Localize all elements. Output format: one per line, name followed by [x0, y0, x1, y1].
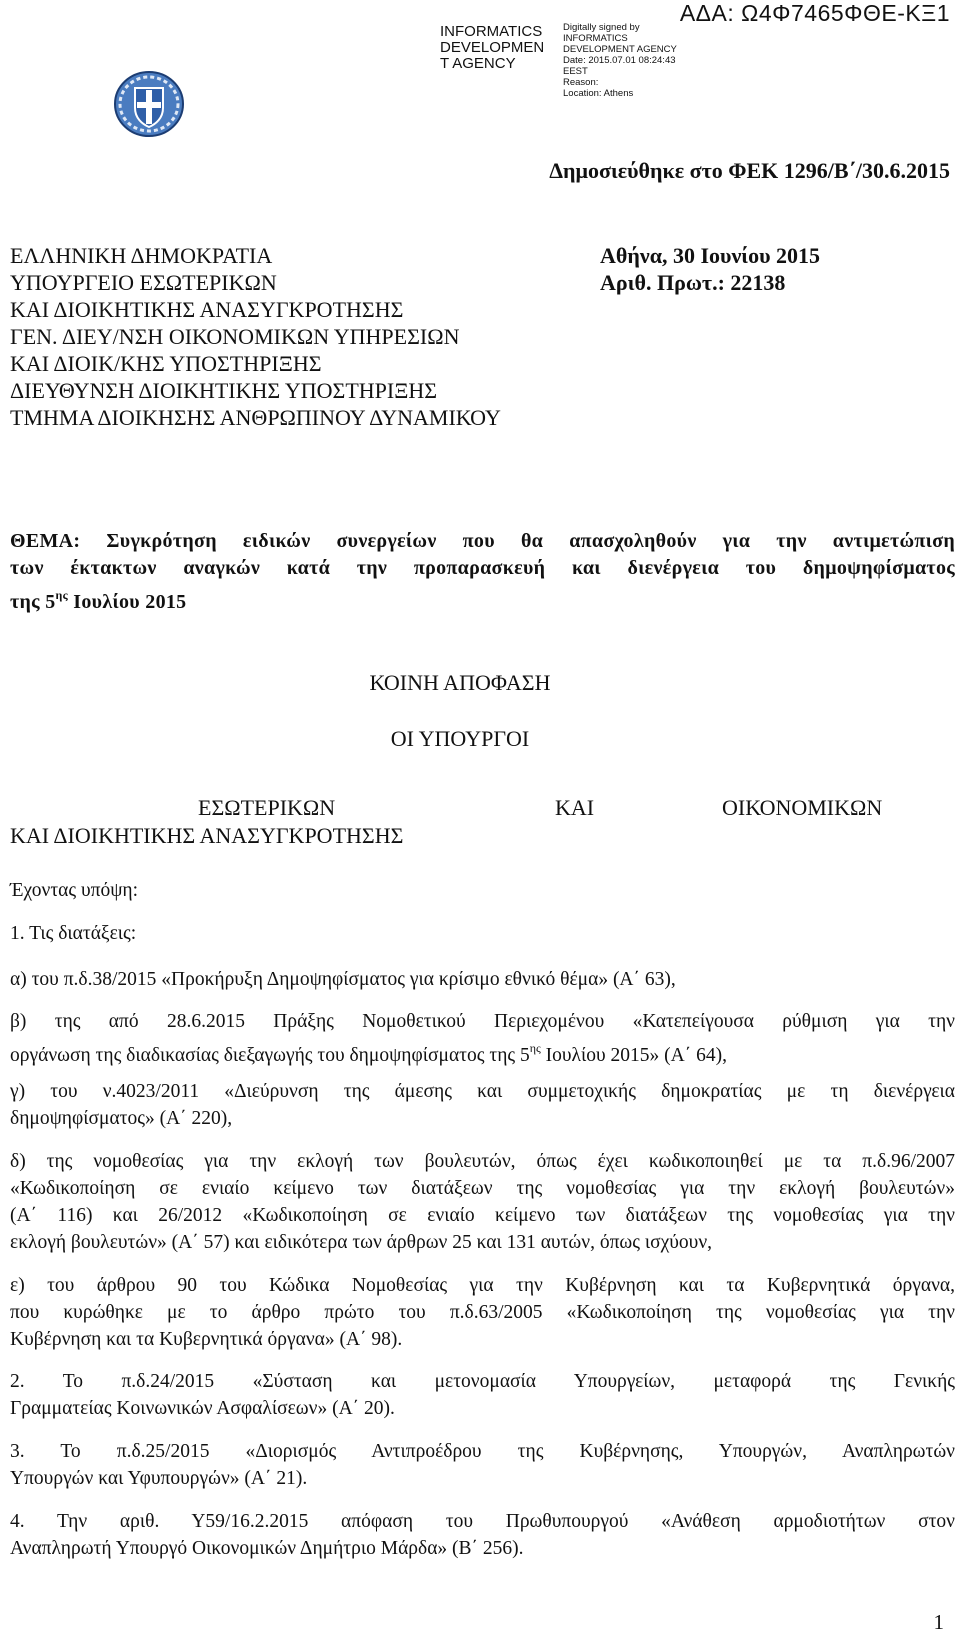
header-line: ΕΛΛΗΝΙΚΗ ΔΗΜΟΚΡΑΤΙΑ: [10, 243, 273, 268]
header-line: ΔΙΕΥΘΥΝΣΗ ΔΙΟΙΚΗΤΙΚΗΣ ΥΠΟΣΤΗΡΙΞΗΣ: [10, 378, 438, 403]
header-line: ΓΕΝ. ΔΙΕΥ/ΝΣΗ ΟΙΚΟΝΟΜΙΚΩΝ ΥΠΗΡΕΣΙΩΝ: [10, 324, 460, 349]
item-a: α) του π.δ.38/2015 «Προκήρυξη Δημοψηφίσματος για κρίσιμο εθνικό θέμα» (Α΄ 63),: [10, 969, 676, 990]
paragraph-4: 4. Την αριθ. Υ59/16.2.2015 απόφαση του Πρωθυπουργού «Ανάθεση αρμοδιοτήτων στον Αναπληρωτή Υπουργό Οικονομικών Δημήτριο Μάρδα» (Β΄ 256).: [10, 1511, 955, 1559]
item-c: γ) του ν.4023/2011 «Διεύρυνση της άμεσης και συμμετοχικής δημοκρατίας με τη διενέργεια δημοψηφίσματος» (Α΄ 220),: [10, 1081, 955, 1129]
header-line: ΤΜΗΜΑ ΔΙΟΙΚΗΣΗΣ ΑΝΘΡΩΠΙΝΟΥ ΔΥΝΑΜΙΚΟΥ: [10, 405, 501, 430]
paragraph-3: 3. Το π.δ.25/2015 «Διορισμός Αντιπροέδρου της Κυβέρνησης, Υπουργών, Αναπληρωτών Υπουργών και Υφυπουργών» (Α΄ 21).: [10, 1441, 955, 1489]
published-note: Δημοσιεύθηκε στο ΦΕΚ 1296/Β΄/30.6.2015: [549, 158, 950, 183]
ministers-title: ΟΙ ΥΠΟΥΡΓΟΙ: [390, 726, 530, 751]
signature-agency: INFORMATICS DEVELOPMEN T AGENCY: [440, 23, 545, 72]
considering-label: Έχοντας υπόψη:: [10, 880, 139, 901]
item-b: β) της από 28.6.2015 Πράξης Νομοθετικού Περιεχομένου «Κατεπείγουσα ρύθμιση για την οργάνωση της διαδικασίας διεξαγωγής του δημοψηφίσματος της $5^{\eta\varsigma}$ Ιουλίου 2015» (Α΄ 64),: [10, 1011, 955, 1066]
page-number: 1: [933, 1610, 944, 1634]
item-e: ε) του άρθρου 90 του Κώδικα Νομοθεσίας για την Κυβέρνηση και τα Κυβερνητικά όργανα, που κυρώθηκε με το άρθρο πρώτο του π.δ.63/2005 «Κωδικοποίηση της νομοθεσίας για την Κυβέρνηση και τα Κυβερνητικά όργανα» (Α΄ 98).: [10, 1275, 955, 1350]
signature-details: Digitally signed by INFORMATICS DEVELOPMENT AGENCY Date: 2015.07.01 08:24:43 EEST Reason: Location: Athens: [563, 22, 677, 99]
ministry-finance: ΟΙΚΟΝΟΜΙΚΩΝ: [722, 795, 883, 820]
issuer-header: [10, 242, 501, 431]
joint-decision-title: ΚΟΙΝΗ ΑΠΟΦΑΣΗ: [369, 670, 551, 695]
date-protocol-block: [600, 242, 820, 296]
header-line: ΚΑΙ ΔΙΟΙΚ/ΚΗΣ ΥΠΟΣΤΗΡΙΞΗΣ: [10, 351, 322, 376]
header-line: ΚΑΙ ΔΙΟΙΚΗΤΙΚΗΣ ΑΝΑΣΥΓΚΡΟΤΗΣΗΣ: [10, 297, 404, 322]
coat-of-arms-icon: [113, 70, 185, 138]
provisions-label: 1. Τις διατάξεις:: [10, 923, 137, 944]
protocol-number: Αριθ. Πρωτ.: 22138: [600, 270, 786, 295]
ministry-interior: ΕΣΩΤΕΡΙΚΩΝ: [198, 795, 336, 820]
subject: ΘΕΜΑ: Συγκρότηση ειδικών συνεργείων που θα απασχοληθούν για την αντιμετώπιση των έκτακτων αναγκών κατά την προπαρασκευή και διενέργεια του δημοψηφίσματος της $5^{\eta\varsigma}$ Ιουλίου 2015: [10, 530, 955, 613]
ministry-reconstruction: ΚΑΙ ΔΙΟΙΚΗΤΙΚΗΣ ΑΝΑΣΥΓΚΡΟΤΗΣΗΣ: [10, 823, 404, 848]
ada-code: ΑΔΑ: Ω4Φ7465ΦΘΕ-ΚΞ1: [679, 0, 950, 26]
item-d: δ) της νομοθεσίας για την εκλογή των βουλευτών, όπως έχει κωδικοποιηθεί με τα π.δ.96/2007 «Κωδικοποίηση σε ενιαίο κείμενο των διατάξεων της νομοθεσίας για την εκλογή βουλευτών» (Α΄ 116) και 26/2012 «Κωδικοποίηση σε ενιαίο κείμενο των διατάξεων της νομοθεσίας για την εκλογή βουλευτών» (Α΄ 57) και ειδικότερα των άρθρων 25 και 131 αυτών, όπως ισχύουν,: [10, 1151, 955, 1253]
place-date: Αθήνα, 30 Ιουνίου 2015: [600, 243, 821, 268]
paragraph-2: 2. Το π.δ.24/2015 «Σύσταση και μετονομασία Υπουργείων, μεταφορά της Γενικής Γραμματείας Κοινωνικών Ασφαλίσεων» (Α΄ 20).: [10, 1371, 955, 1419]
header-line: ΥΠΟΥΡΓΕΙΟ ΕΣΩΤΕΡΙΚΩΝ: [10, 270, 277, 295]
ministry-and: ΚΑΙ: [555, 795, 595, 820]
